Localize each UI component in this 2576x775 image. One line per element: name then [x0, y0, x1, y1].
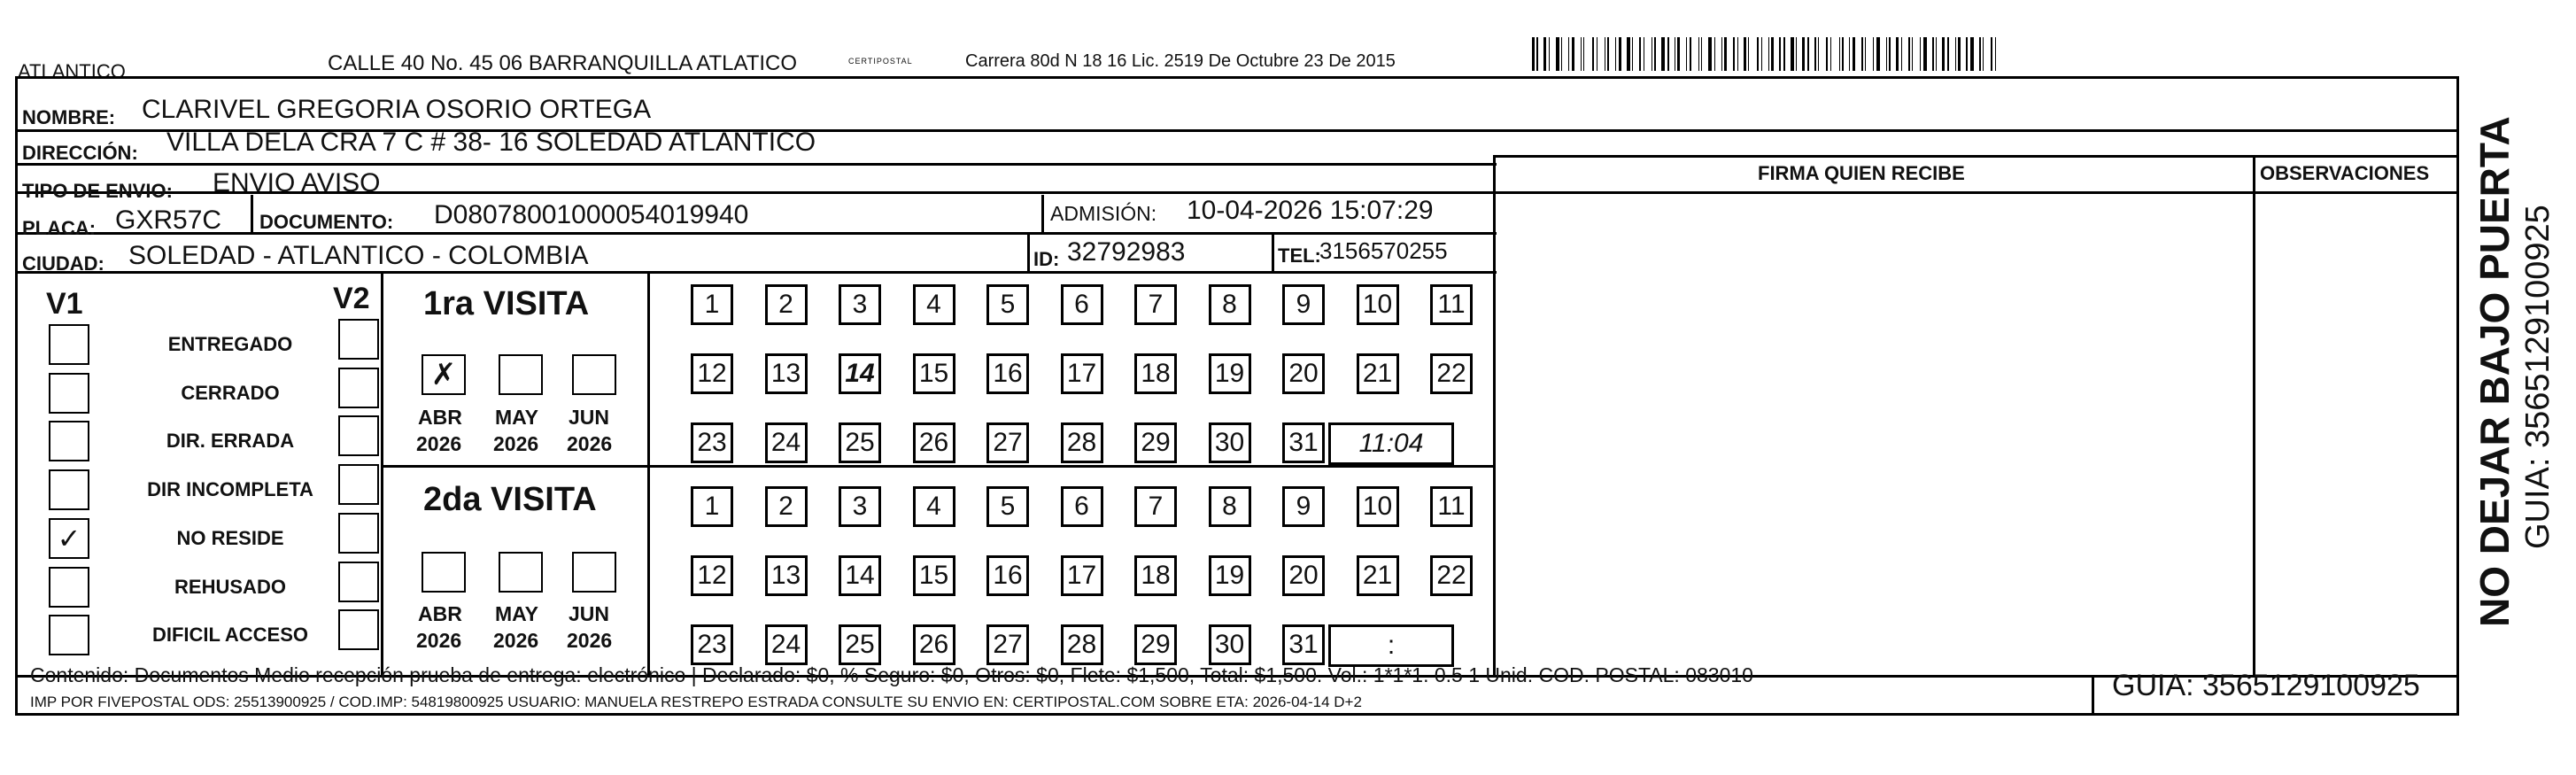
month-checkbox[interactable]: ✗ — [422, 354, 466, 395]
day-box[interactable]: 30 — [1209, 422, 1251, 463]
status-label: CERRADO — [181, 382, 280, 404]
day-box[interactable]: 6 — [1061, 486, 1103, 527]
v2-checkbox[interactable] — [338, 513, 379, 554]
month-label: ABR — [418, 602, 462, 625]
day-box[interactable]: 18 — [1134, 555, 1177, 596]
day-box[interactable]: 22 — [1430, 353, 1473, 394]
day-box[interactable]: 10 — [1357, 486, 1399, 527]
day-box[interactable]: 24 — [765, 422, 808, 463]
content-line: Contenido: Documentos Medio recepción prueba de entrega: electrónico | Declarado: $0, % Seguro: $0, Otros: $0, Flete: $1,500, Total: $1,500. Vol.: 1*1*1. 0.5 1 Unid. COD. POSTAL: 083010 — [30, 663, 1753, 686]
day-box[interactable]: 13 — [765, 353, 808, 394]
v2-checkbox[interactable] — [338, 319, 379, 360]
day-box[interactable]: 12 — [691, 353, 733, 394]
day-box[interactable]: 2 — [765, 486, 808, 527]
day-box[interactable]: 8 — [1209, 284, 1251, 325]
month-label: MAY — [495, 602, 538, 625]
day-box[interactable]: 5 — [986, 284, 1029, 325]
day-box[interactable]: 25 — [839, 422, 881, 463]
visit-time-box[interactable]: : — [1328, 624, 1454, 667]
month-checkbox[interactable] — [499, 354, 543, 395]
day-box[interactable]: 5 — [986, 486, 1029, 527]
city-value: SOLEDAD - ATLANTICO - COLOMBIA — [128, 241, 589, 270]
day-box[interactable]: 24 — [765, 624, 808, 665]
day-box[interactable]: 3 — [839, 486, 881, 527]
city-label: CIUDAD: — [22, 252, 104, 275]
v1-checkbox[interactable] — [49, 469, 89, 510]
visit1-title: 1ra VISITA — [423, 285, 590, 322]
department-label: ATLANTICO — [18, 60, 126, 82]
day-box[interactable]: 6 — [1061, 284, 1103, 325]
day-box[interactable]: 21 — [1357, 555, 1399, 596]
visit2-title: 2da VISITA — [423, 481, 597, 518]
day-box[interactable]: 31 — [1282, 422, 1325, 463]
day-box[interactable]: 12 — [691, 555, 733, 596]
day-box[interactable]: 17 — [1061, 353, 1103, 394]
v1-checkbox[interactable] — [49, 421, 89, 461]
day-box[interactable]: 26 — [913, 624, 955, 665]
day-box[interactable]: 29 — [1134, 422, 1177, 463]
day-box[interactable]: 7 — [1134, 284, 1177, 325]
day-box[interactable]: 9 — [1282, 284, 1325, 325]
document-label: DOCUMENTO: — [259, 211, 394, 233]
year-label: 2026 — [493, 629, 539, 652]
observations-header: OBSERVACIONES — [2260, 162, 2430, 184]
admission-value: 10-04-2026 15:07:29 — [1187, 196, 1434, 225]
month-checkbox[interactable] — [499, 552, 543, 593]
day-box[interactable]: 7 — [1134, 486, 1177, 527]
day-box[interactable]: 1 — [691, 284, 733, 325]
v1-checkbox[interactable] — [49, 567, 89, 608]
signature-area[interactable] — [1497, 194, 2251, 675]
shipment-type: ENVIO AVISO — [213, 168, 381, 198]
month-checkbox[interactable] — [572, 552, 616, 593]
day-box[interactable]: 23 — [691, 624, 733, 665]
month-label: MAY — [495, 406, 538, 429]
day-box[interactable]: 16 — [986, 555, 1029, 596]
day-box[interactable]: 28 — [1061, 624, 1103, 665]
day-box[interactable]: 15 — [913, 555, 955, 596]
no-under-door-notice: NO DEJAR BAJO PUERTA — [2472, 116, 2518, 627]
day-box[interactable]: 2 — [765, 284, 808, 325]
observations-area[interactable] — [2255, 194, 2457, 675]
year-label: 2026 — [567, 432, 613, 455]
status-label: ENTREGADO — [167, 333, 293, 355]
month-checkbox[interactable] — [422, 552, 466, 593]
day-box[interactable]: 14 — [839, 353, 881, 394]
guide-number: GUIA: 3565129100925 — [2112, 669, 2420, 702]
day-box[interactable]: 19 — [1209, 353, 1251, 394]
day-box[interactable]: 21 — [1357, 353, 1399, 394]
day-box[interactable]: 13 — [765, 555, 808, 596]
day-box[interactable]: 26 — [913, 422, 955, 463]
name-label: NOMBRE: — [22, 106, 116, 128]
status-label: REHUSADO — [174, 576, 286, 598]
document-value: D08078001000054019940 — [434, 200, 749, 229]
v1-checkbox[interactable] — [49, 615, 89, 655]
day-box[interactable]: 28 — [1061, 422, 1103, 463]
address-label: DIRECCIÓN: — [22, 142, 138, 164]
day-box[interactable]: 4 — [913, 486, 955, 527]
day-box[interactable]: 20 — [1282, 555, 1325, 596]
day-box[interactable]: 14 — [839, 555, 881, 596]
print-info: IMP POR FIVEPOSTAL ODS: 25513900925 / COD.IMP: 54819800925 USUARIO: MANUELA RESTREPO ESTRADA CONSULTE SU ENVIO EN: CERTIPOSTAL.COM SOBRE ETA: 2026-04-14 D+2 — [30, 694, 1362, 710]
month-checkbox[interactable] — [572, 354, 616, 395]
day-box[interactable]: 11 — [1430, 284, 1473, 325]
status-label: NO RESIDE — [176, 527, 284, 549]
day-box[interactable]: 20 — [1282, 353, 1325, 394]
license-text: Carrera 80d N 18 16 Lic. 2519 De Octubre 23 De 2015 — [965, 51, 1396, 71]
day-box[interactable]: 23 — [691, 422, 733, 463]
day-box[interactable]: 4 — [913, 284, 955, 325]
recipient-name: CLARIVEL GREGORIA OSORIO ORTEGA — [142, 95, 652, 124]
year-label: 2026 — [416, 432, 462, 455]
status-label: DIR INCOMPLETA — [147, 478, 313, 500]
month-label: JUN — [569, 406, 610, 429]
day-box[interactable]: 10 — [1357, 284, 1399, 325]
year-label: 2026 — [567, 629, 613, 652]
day-box[interactable]: 19 — [1209, 555, 1251, 596]
day-box[interactable]: 11 — [1430, 486, 1473, 527]
year-label: 2026 — [416, 629, 462, 652]
day-box[interactable]: 17 — [1061, 555, 1103, 596]
plate-value: GXR57C — [115, 205, 222, 235]
v2-header: V2 — [333, 282, 370, 315]
status-label: DIFICIL ACCESO — [151, 624, 308, 646]
day-box[interactable]: 1 — [691, 486, 733, 527]
tel-value: 3156570255 — [1319, 237, 1448, 264]
v2-checkbox[interactable] — [338, 368, 379, 408]
day-box[interactable]: 31 — [1282, 624, 1325, 665]
day-box[interactable]: 15 — [913, 353, 955, 394]
status-label: DIR. ERRADA — [166, 430, 295, 452]
v2-checkbox[interactable] — [338, 415, 379, 456]
plate-label: PLACA: — [22, 217, 97, 239]
month-label: JUN — [569, 602, 610, 625]
barcode — [1532, 37, 2276, 71]
brand-logo: CERTIPOSTAL — [848, 57, 913, 66]
day-box[interactable]: 16 — [986, 353, 1029, 394]
visit-time-box[interactable]: 11:04 — [1328, 422, 1454, 465]
day-box[interactable]: 9 — [1282, 486, 1325, 527]
year-label: 2026 — [493, 432, 539, 455]
side-guide-number: GUIA: 3565129100925 — [2519, 205, 2557, 549]
v2-checkbox[interactable] — [338, 609, 379, 650]
v1-checkbox[interactable]: ✓ — [49, 518, 89, 559]
signature-header: FIRMA QUIEN RECIBE — [1758, 162, 1965, 184]
month-label: ABR — [418, 406, 462, 429]
tel-label: TEL: — [1278, 244, 1321, 267]
id-label: ID: — [1033, 248, 1060, 270]
v2-checkbox[interactable] — [338, 464, 379, 505]
day-box[interactable]: 27 — [986, 422, 1029, 463]
day-box[interactable]: 8 — [1209, 486, 1251, 527]
day-box[interactable]: 18 — [1134, 353, 1177, 394]
day-box[interactable]: 22 — [1430, 555, 1473, 596]
day-box[interactable]: 3 — [839, 284, 881, 325]
id-value: 32792983 — [1067, 237, 1186, 267]
admission-label: ADMISIÓN: — [1050, 202, 1157, 225]
recipient-address: VILLA DELA CRA 7 C # 38- 16 SOLEDAD ATLANTICO — [166, 128, 816, 157]
day-box[interactable]: 25 — [839, 624, 881, 665]
v2-checkbox[interactable] — [338, 562, 379, 602]
day-box[interactable]: 29 — [1134, 624, 1177, 665]
v1-checkbox[interactable] — [49, 324, 89, 365]
day-box[interactable]: 27 — [986, 624, 1029, 665]
type-label: TIPO DE ENVIO: — [22, 180, 173, 202]
office-address: CALLE 40 No. 45 06 BARRANQUILLA ATLATICO — [328, 51, 798, 75]
day-box[interactable]: 30 — [1209, 624, 1251, 665]
v1-header: V1 — [46, 287, 83, 321]
v1-checkbox[interactable] — [49, 373, 89, 414]
